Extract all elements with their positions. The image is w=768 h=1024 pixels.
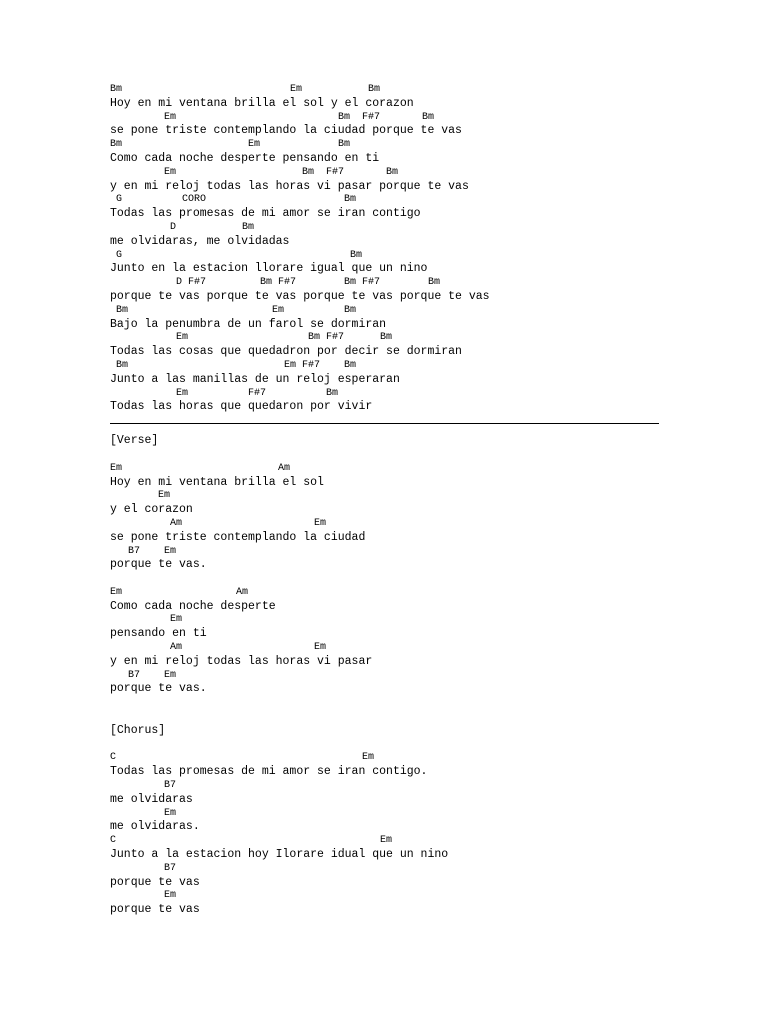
lyric-line: porque te vas [110,903,200,917]
lyric-line: Hoy en mi ventana brilla el sol [110,475,324,489]
blank-line [110,572,710,586]
blank-line [110,448,710,462]
lyric-line: Todas las cosas que quedadron por decir se dormiran [110,345,462,359]
lyric-line: Todas las horas que quedaron por vivir [110,400,373,414]
chord-line: B7 [110,862,177,874]
song-sheet [110,83,710,917]
blank-line [110,710,710,724]
chord-line: G CORO Bm [110,194,357,206]
lyric-line: y el corazon [110,503,193,517]
lyric-line: porque te vas porque te vas porque te vas porque te vas [110,289,490,303]
lyric-line: [Verse] [110,434,159,448]
lyric-line: [Chorus] [110,723,166,737]
lyric-line: Bajo la penumbra de un farol se dormiran [110,317,387,331]
lyric-line: y en mi reloj todas las horas vi pasar [110,654,373,668]
lyric-line: Como cada noche desperte pensando en ti [110,151,380,165]
blank-line [110,696,710,710]
chord-line: B7 Em [110,669,177,681]
chord-line: Em [110,614,183,626]
lyric-line: me olvidaras. [110,820,200,834]
chord-line: Bm Em F#7 Bm [110,359,357,371]
lyric-line: Como cada noche desperte [110,599,276,613]
section-divider [110,423,659,424]
chord-line: Em F#7 Bm [110,387,339,399]
lyric-line: se pone triste contemplando la ciudad porque te vas [110,124,462,138]
lyric-line: Junto a las manillas de un reloj esperaran [110,372,400,386]
lyric-line: porque te vas. [110,558,207,572]
chord-line: D F#7 Bm F#7 Bm F#7 Bm [110,277,441,289]
chord-line: Bm Em Bm [110,139,351,151]
lyric-line: Hoy en mi ventana brilla el sol y el corazon [110,96,414,110]
chord-line: Am Em [110,642,327,654]
lyric-line: porque te vas. [110,682,207,696]
chord-line: C Em [110,752,375,764]
chord-line: Em Bm F#7 Bm [110,111,435,123]
chord-line: B7 [110,780,177,792]
chord-line: C Em [110,835,393,847]
chord-line: Am Em [110,517,327,529]
chord-line: Em Am [110,586,249,598]
lyric-line: pensando en ti [110,627,207,641]
lyric-line: Todas las promesas de mi amor se iran contigo [110,207,421,221]
chord-line: Em Bm F#7 Bm [110,332,393,344]
section-original-chords [110,83,710,414]
lyric-line: Junto a la estacion hoy Ilorare idual que un nino [110,848,449,862]
lyric-line: Junto en la estacion llorare igual que un nino [110,262,428,276]
chord-line: Em [110,890,177,902]
lyric-line: y en mi reloj todas las horas vi pasar porque te vas [110,179,469,193]
chord-line: G Bm [110,249,363,261]
chord-line: Em [110,490,171,502]
blank-line [110,738,710,752]
chord-line: Em Am [110,462,291,474]
chord-line: B7 Em [110,545,177,557]
lyric-line: me olvidaras [110,792,193,806]
chord-line: Em [110,807,177,819]
chord-line: Em Bm F#7 Bm [110,166,399,178]
lyric-line: me olvidaras, me olvidadas [110,234,290,248]
chord-line: Bm Em Bm [110,84,381,95]
lyric-line: Todas las promesas de mi amor se iran contigo. [110,765,428,779]
chord-line: D Bm [110,221,255,233]
lyric-line: porque te vas [110,875,200,889]
section-verse-chorus [110,434,710,917]
chord-line: Bm Em Bm [110,304,357,316]
lyric-line: se pone triste contemplando la ciudad [110,530,366,544]
